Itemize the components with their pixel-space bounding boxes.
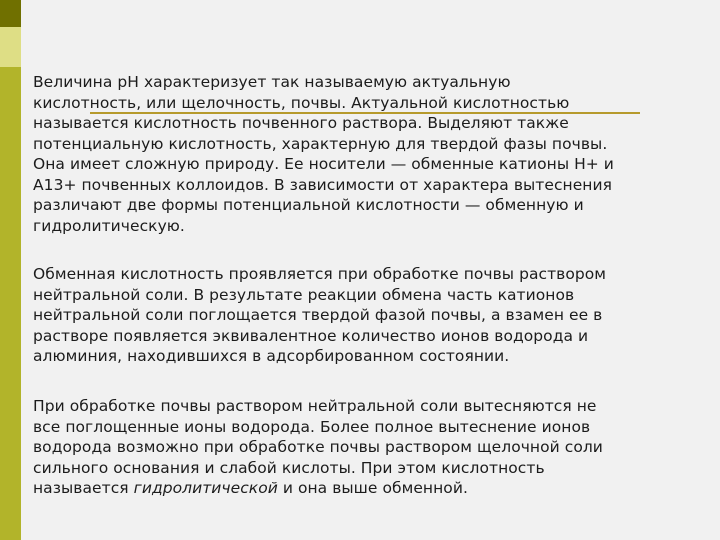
sidebar-block-mid	[0, 67, 21, 540]
decorative-sidebar	[0, 0, 21, 540]
paragraph-hydrolytic-acidity	[33, 396, 703, 499]
paragraph-exchange-acidity: Обменная кислотность проявляется при обработке почвы раствором нейтральной соли. В результате реакции обмена часть катионов нейтральной соли поглощается твердой фазой почвы, а взамен ее в растворе появляется эквивалентное количество ионов водорода и алюминия, находившихся в адсорбированном состоянии.	[33, 265, 607, 365]
sidebar-block-light	[0, 27, 21, 67]
sidebar-block-dark	[0, 0, 21, 27]
paragraph-3-text-end: и она выше обменной.	[277, 479, 468, 497]
italic-term: гидролитической	[133, 479, 278, 497]
paragraph-3-text-start: При обработке почвы раствором нейтральной соли вытесняются не все поглощенные ионы водорода. Более полное вытеснение ионов водорода возможно при обработке почвы раствором щелочной соли сильного основания и слабой кислоты. При этом кислотность называется	[33, 397, 603, 497]
paragraph-actual-acidity: Величина pH характеризует так называемую актуальную кислотность, или щелочность, почвы. Актуальной кислотностью называется кислотность почвенного раствора. Выделяют также потенциальную кислотность, характерную для твердой фазы почвы. Она имеет сложную природу. Ее носители — обменные катионы Н+ и А13+ почвенных коллоидов. В зависимости от характера вытеснения различают две формы потенциальной кислотности — обменную и гидролитическую.	[33, 73, 614, 235]
